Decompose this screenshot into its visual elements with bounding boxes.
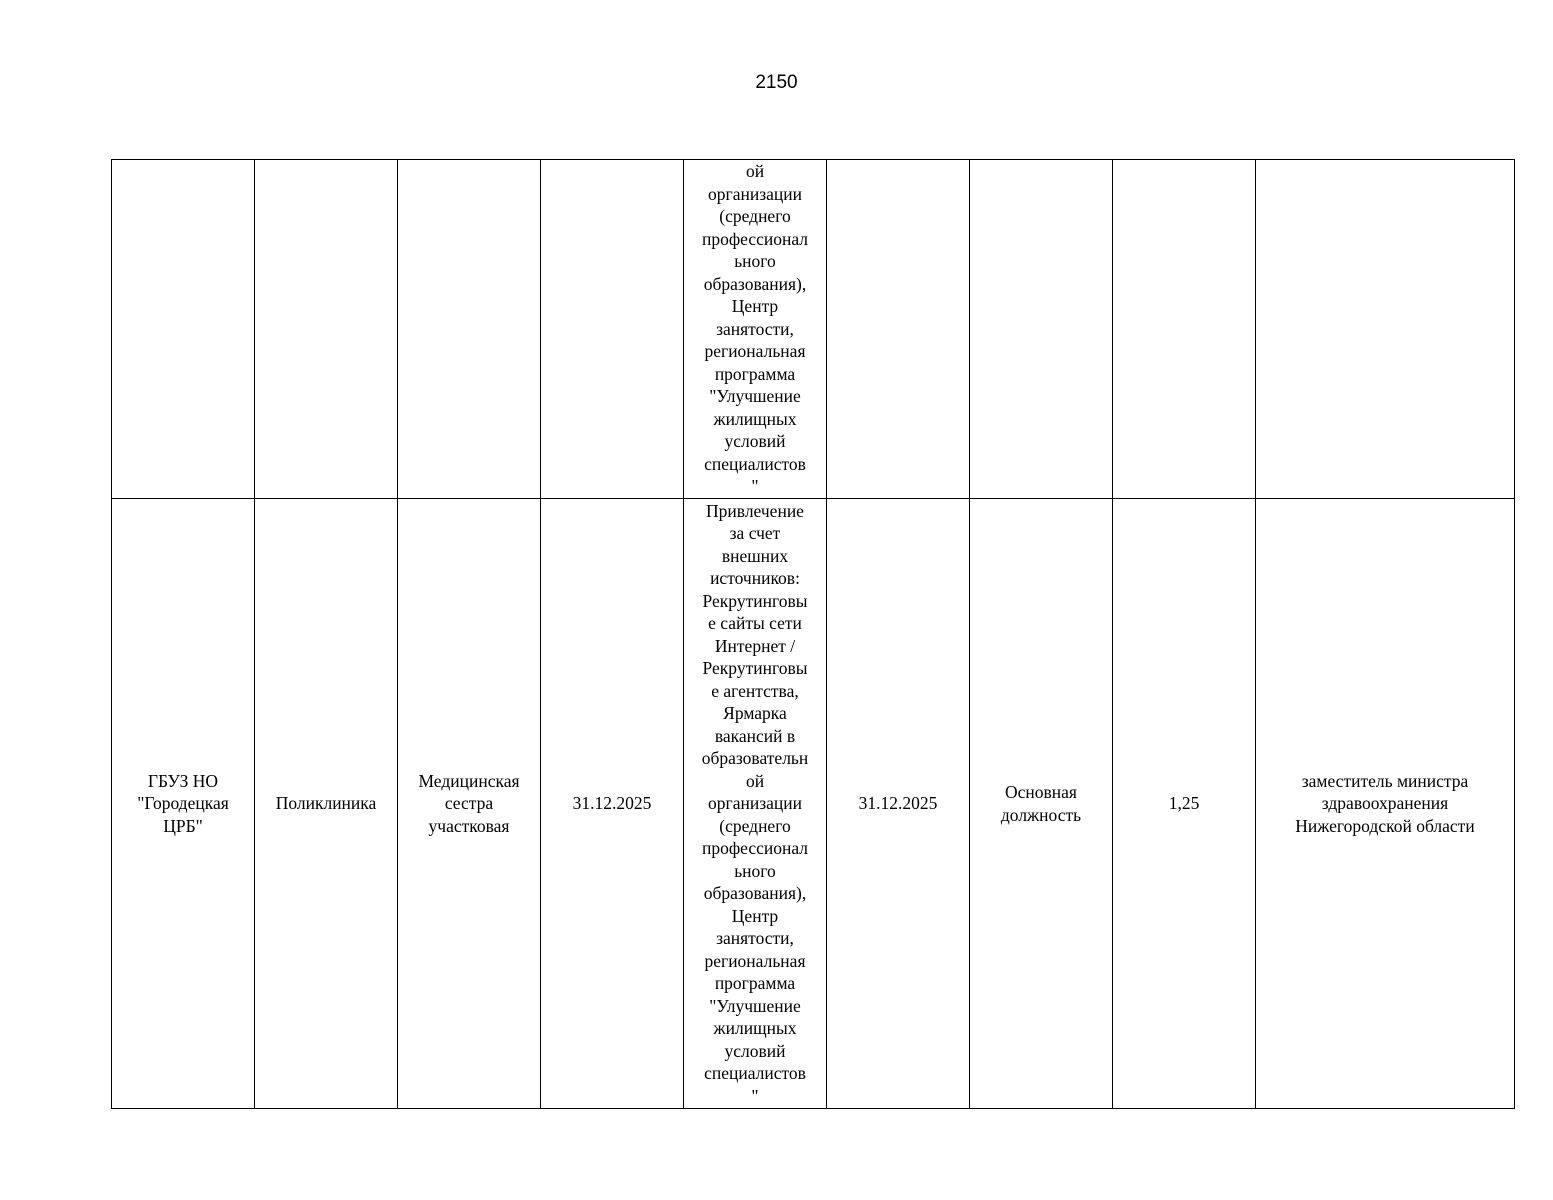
responsible-text: заместитель министра здравоохранения Нижегородской области — [1295, 770, 1475, 836]
sources-line: Ярмарка — [723, 703, 787, 724]
cell-position — [398, 160, 541, 499]
sources-line: ой — [745, 161, 765, 182]
sources-line: Рекрутинговы — [702, 658, 808, 679]
sources-line: профессионал — [701, 228, 809, 249]
sources-line: условий — [724, 1040, 786, 1061]
position-text: Медицинская сестра участковая — [418, 770, 520, 836]
sources-line: " — [751, 1085, 759, 1106]
sources-line: организации — [708, 793, 802, 814]
sources-line: "Улучшение — [709, 386, 801, 407]
employment-type-text: Основная должность — [1000, 782, 1082, 825]
page-number: 2150 — [755, 72, 798, 93]
sources-line: занятости, — [716, 318, 794, 339]
cell-rate — [1113, 160, 1256, 499]
sources-line: Привлечение — [706, 500, 804, 521]
sources-line: специалистов — [704, 1063, 806, 1084]
sources-line: образования), — [703, 883, 807, 904]
sources-line: Рекрутинговы — [702, 590, 808, 611]
cell-responsible — [1256, 499, 1515, 1109]
sources-line: (среднего — [719, 206, 791, 227]
cell-organization — [112, 160, 255, 499]
sources-line: специалистов — [704, 453, 806, 474]
sources-line: за счет — [729, 523, 781, 544]
sources-line: программа — [714, 973, 796, 994]
sources-line: (среднего — [719, 815, 791, 836]
date-start-text: 31.12.2025 — [572, 793, 652, 814]
sources-line: региональная — [704, 341, 806, 362]
sources-line: профессионал — [701, 838, 809, 859]
cell-date-end — [827, 499, 970, 1109]
sources-line: Центр — [731, 905, 779, 926]
sources-line: Центр — [731, 296, 779, 317]
cell-date-end — [827, 160, 970, 499]
rate-text: 1,25 — [1168, 793, 1200, 814]
sources-line: условий — [724, 431, 786, 452]
sources-line: источников: — [710, 568, 800, 589]
cell-date-start — [541, 160, 684, 499]
sources-line: образовательн — [701, 748, 809, 769]
sources-line: жилищных — [713, 408, 797, 429]
cell-responsible — [1256, 160, 1515, 499]
sources-line: ьного — [734, 860, 776, 881]
cell-rate — [1113, 499, 1256, 1109]
sources-line: ой — [745, 770, 765, 791]
sources-line: е сайты сети — [708, 613, 802, 634]
sources-line: " — [751, 476, 759, 497]
sources-line: образования), — [703, 273, 807, 294]
cell-date-start — [541, 499, 684, 1109]
document-table — [111, 159, 1515, 1109]
sources-line: программа — [714, 363, 796, 384]
sources-line: внешних — [721, 545, 789, 566]
cell-sources — [684, 499, 827, 1109]
sources-line: региональная — [704, 950, 806, 971]
cell-employment-type — [970, 499, 1113, 1109]
cell-employment-type — [970, 160, 1113, 499]
cell-sources — [684, 160, 827, 499]
cell-department — [255, 499, 398, 1109]
sources-line: ьного — [734, 251, 776, 272]
table-row — [112, 160, 1515, 499]
date-end-text: 31.12.2025 — [858, 793, 938, 814]
sources-line: жилищных — [713, 1018, 797, 1039]
sources-line: Интернет / — [714, 635, 796, 656]
organization-text: ГБУЗ НО "Городецкая ЦРБ" — [137, 770, 229, 836]
sources-line: е агентства, — [711, 680, 799, 701]
cell-organization — [112, 499, 255, 1109]
sources-line: вакансий в — [714, 725, 796, 746]
department-text: Поликлиника — [275, 793, 377, 814]
cell-department — [255, 160, 398, 499]
sources-line: занятости, — [716, 928, 794, 949]
sources-line: "Улучшение — [709, 995, 801, 1016]
table-row — [112, 499, 1515, 1109]
cell-position — [398, 499, 541, 1109]
sources-line: организации — [708, 183, 802, 204]
